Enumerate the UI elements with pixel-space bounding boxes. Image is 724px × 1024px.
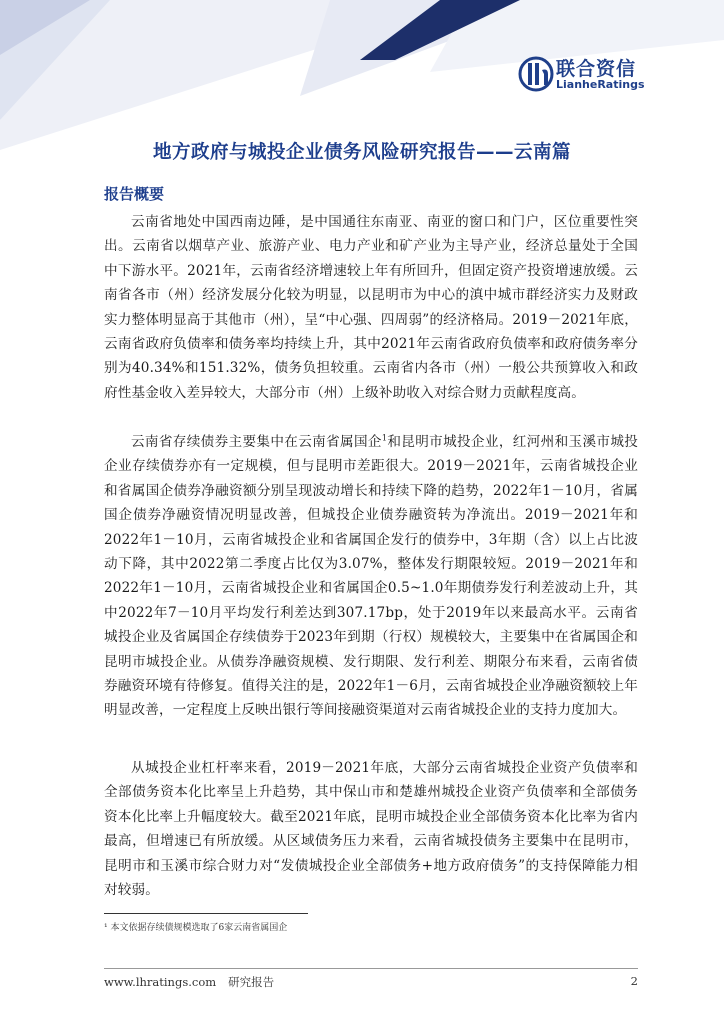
summary-paragraph-2 — [104, 430, 638, 723]
footnote-text: ¹ 本文依据存续债规模选取了6家云南省属国企 — [104, 923, 288, 933]
report-title: 地方政府与城投企业债务风险研究报告——云南篇 — [152, 142, 571, 163]
paragraph-2-text-a: 云南省存续债券主要集中在云南省属国企 — [131, 434, 382, 450]
logo-english-name: LianheRatings — [556, 78, 645, 91]
footnote-reference[interactable]: 1 — [381, 433, 388, 443]
footer-website-link[interactable]: www.lhratings.com — [104, 975, 217, 989]
summary-paragraph-1: 云南省地处中国西南边陲，是中国通往东南亚、南亚的窗口和门户，区位重要性突出。云南省以烟草产业、旅游产业、电力产业和矿产业为主导产业，经济总量处于全国中下游水平。2021年，云南省经济增速较上年有所回升，但固定资产投资增速放缓。云南省各市（州）经济发展分化较为明显，以昆明市为中心的滇中城市群经济实力及财政实力整体明显高于其他市（州），呈“中心强、四周弱”的经济格局。2019－2021年底，云南省政府负债率和债务率均持续上升，其中2021年云南省政府负债率和政府债务率分别为40.34%和151.32%，债务负担较重。云南省内各市（州）一般公共预算收入和政府性基金收入差异较大，大部分市（州）上级补助收入对综合财力贡献程度高。 — [104, 214, 638, 401]
footer-doc-type: 研究报告 — [228, 975, 275, 989]
section-heading: 报告概要 — [104, 185, 165, 203]
logo-chinese-name: 联合资信 — [556, 58, 637, 80]
summary-paragraph-3: 从城投企业杠杆率来看，2019－2021年底，大部分云南省城投企业资产负债率和全部债务资本化比率呈上升趋势，其中保山市和楚雄州城投企业资产负债率和全部债务资本化比率上升幅度较大。截至2021年底，昆明市城投企业全部债务资本化比率为省内最高，但增速已有所放缓。从区域债务压力来看，云南省城投债务主要集中在昆明市，昆明市和玉溪市综合财力对“发债城投企业全部债务+地方政府债务”的支持保障能力相对较弱。 — [104, 760, 638, 899]
footer-divider — [104, 968, 638, 969]
footnote-divider — [104, 913, 308, 914]
footer-info — [104, 974, 286, 990]
page-number: 2 — [630, 974, 638, 988]
paragraph-2-text-b: 和昆明市城投企业，红河州和玉溪市城投企业存续债券亦有一定规模，但与昆明市差距很大。2019－2021年，云南省城投企业和省属国企债券净融资额分别呈现波动增长和持续下降的趋势，2022年1－10月，省属国企债券净融资情况明显改善，但城投企业债券融资转为净流出。2019－2021年和2022年1－10月，云南省城投企业和省属国企发行的债券中，3年期（含）以上占比波动下降，其中2022第二季度占比仅为3.07%，整体发行期限较短。2019－2021年和2022年1－10月，云南省城投企业和省属国企0.5~1.0年期债券发行利差波动上升，其中2022年7－10月平均发行利差达到307.17bp，处于2019年以来最高水平。云南省城投企业及省属国企存续债券于2023年到期（行权）规模较大，主要集中在省属国企和昆明市城投企业。从债券净融资规模、发行期限、发行利差、期限分布来看，云南省债券融资环境有待修复。值得关注的是，2022年1－6月，云南省城投企业净融资额较上年明显改善，一定程度上反映出银行等间接融资渠道对云南省城投企业的支持力度加大。 — [104, 434, 638, 719]
